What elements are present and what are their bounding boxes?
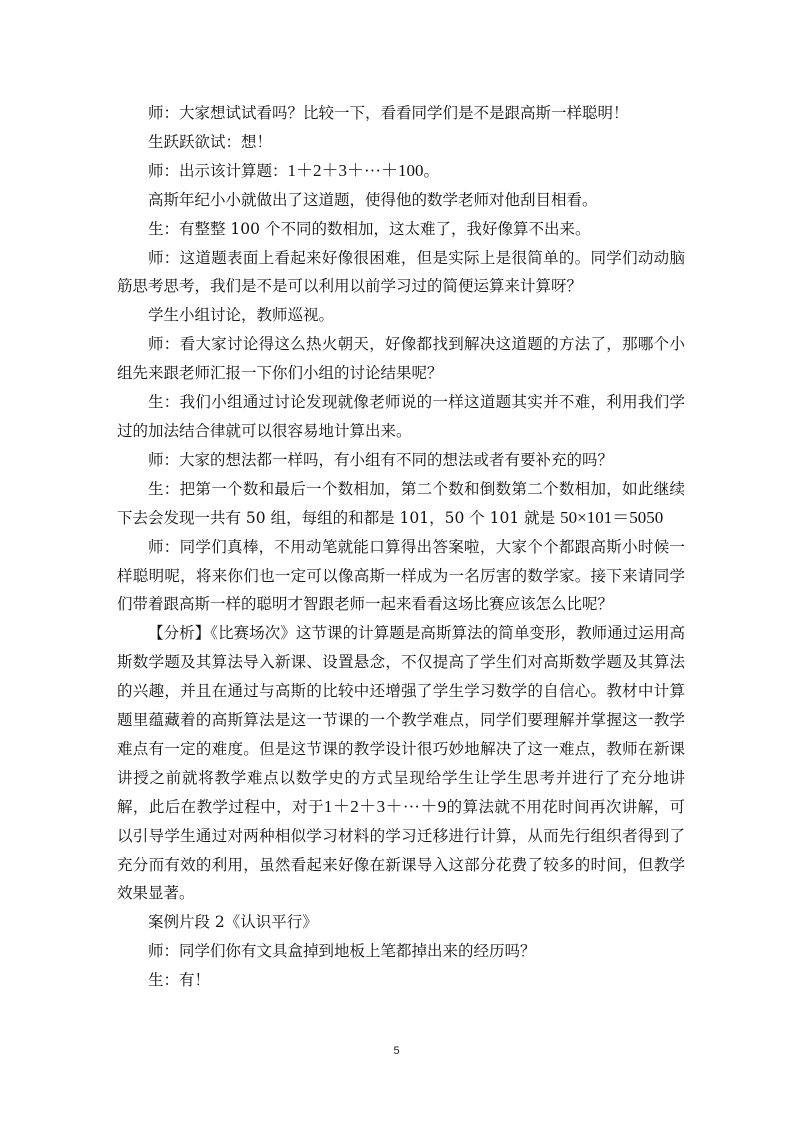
- paragraph-text: 师：看大家讨论得这么热火朝天，好像都找到解决这道题的方法了，那哪个小组先来跟老师汇报一下你们小组的讨论结果呢？: [117, 335, 685, 383]
- page-number: 5: [393, 1045, 400, 1057]
- paragraph-text: 师：同学们你有文具盒掉到地板上笔都掉出来的经历吗？: [148, 942, 536, 961]
- paragraph: [117, 330, 685, 388]
- paragraph: [117, 215, 685, 244]
- paragraph-text: 。: [423, 161, 440, 180]
- paragraph-text: 生跃跃欲试：想！: [148, 132, 273, 151]
- paragraph-text: 师：大家的想法都一样吗，有小组有不同的想法或者有要补充的吗？: [148, 450, 614, 469]
- paragraph: [117, 908, 685, 937]
- paragraph-text: 师：大家想试试看吗？比较一下，看看同学们是不是跟高斯一样聪明！: [148, 104, 629, 122]
- paragraph-text: 生：有整整 100 个不同的数相加，这太难了，我好像算不出来。: [148, 219, 591, 238]
- paragraph-text: 生：有！: [148, 971, 211, 990]
- math-expression: 50×101＝5050: [560, 507, 664, 527]
- paragraph: [117, 388, 685, 446]
- paragraph-text: 高斯年纪小小就做出了这道题，使得他的数学老师对他刮目相看。: [148, 190, 598, 209]
- paragraph: [117, 475, 685, 533]
- paragraph: [117, 99, 685, 128]
- paragraph-text: 【分析】《比赛场次》这节课的计算题是高斯算法的简单变形，教师通过运用高斯数学题及其算法导入新课、设置悬念，不仅提高了学生们对高斯数学题及其算法的兴趣，并且在通过与高斯的比较中还增强了学生学习数学的自信心。教材中计算题里蕴藏着的高斯算法是这一节课的一个教学难点，同学们要理解并掌握这一教学难点有一定的难度。但是这节课的教学设计很巧妙地解决了这一难点，教师在新课讲授之前就将教学难点以数学史的方式呈现给学生让学生思考并进行了充分地讲解，此后在教学过程中，对于: [117, 624, 685, 816]
- document-body: [117, 99, 685, 995]
- math-expression: 1＋2＋3＋···＋9: [323, 796, 447, 816]
- paragraph-text: 师：这道题表面上看起来好像很困难，但是实际上是很简单的。同学们动动脑筋思考思考，我们是不是可以利用以前学习过的简便运算来计算呀？: [117, 248, 685, 296]
- paragraph-text: 师：出示该计算题：: [148, 161, 288, 180]
- paragraph: [117, 937, 685, 966]
- paragraph-text: 生：我们小组通过讨论发现就像老师说的一样这道题其实并不难，利用我们学过的加法结合律就可以很容易地计算出来。: [117, 393, 685, 440]
- paragraph: [117, 128, 685, 157]
- math-expression: 1＋2＋3＋···＋100: [287, 160, 424, 180]
- paragraph: [117, 446, 685, 475]
- paragraph-text: 学生小组讨论，教师巡视。: [148, 306, 335, 325]
- paragraph: [117, 157, 685, 186]
- paragraph: [117, 533, 685, 620]
- paragraph: [117, 244, 685, 302]
- paragraph-text: 师：同学们真棒，不用动笔就能口算得出答案啦，大家个个都跟高斯小时候一样聪明呢，将来你们也一定可以像高斯一样成为一名厉害的数学家。接下来请同学们带着跟高斯一样的聪明才智跟老师一起来看看这场比赛应该怎么比呢？: [117, 537, 685, 614]
- paragraph-text: 生：把第一个数和最后一个数相加，第二个数和倒数第二个数相加，如此继续下去会发现一共有 50 组，每组的和都是 101，50 个 101 就是: [117, 479, 685, 527]
- paragraph: [117, 301, 685, 330]
- paragraph: [117, 619, 685, 908]
- paragraph-text: 案例片段 2《认识平行》: [148, 913, 318, 932]
- paragraph-text: 的算法就不用花时间再次讲解，可以引导学生通过对两种相似学习材料的学习迁移进行计算，从而先行组织者得到了充分而有效的利用，虽然看起来好像在新课导入这部分花费了较多的时间，但教学效果显著。: [117, 797, 685, 903]
- paragraph: [117, 186, 685, 215]
- paragraph: [117, 966, 685, 995]
